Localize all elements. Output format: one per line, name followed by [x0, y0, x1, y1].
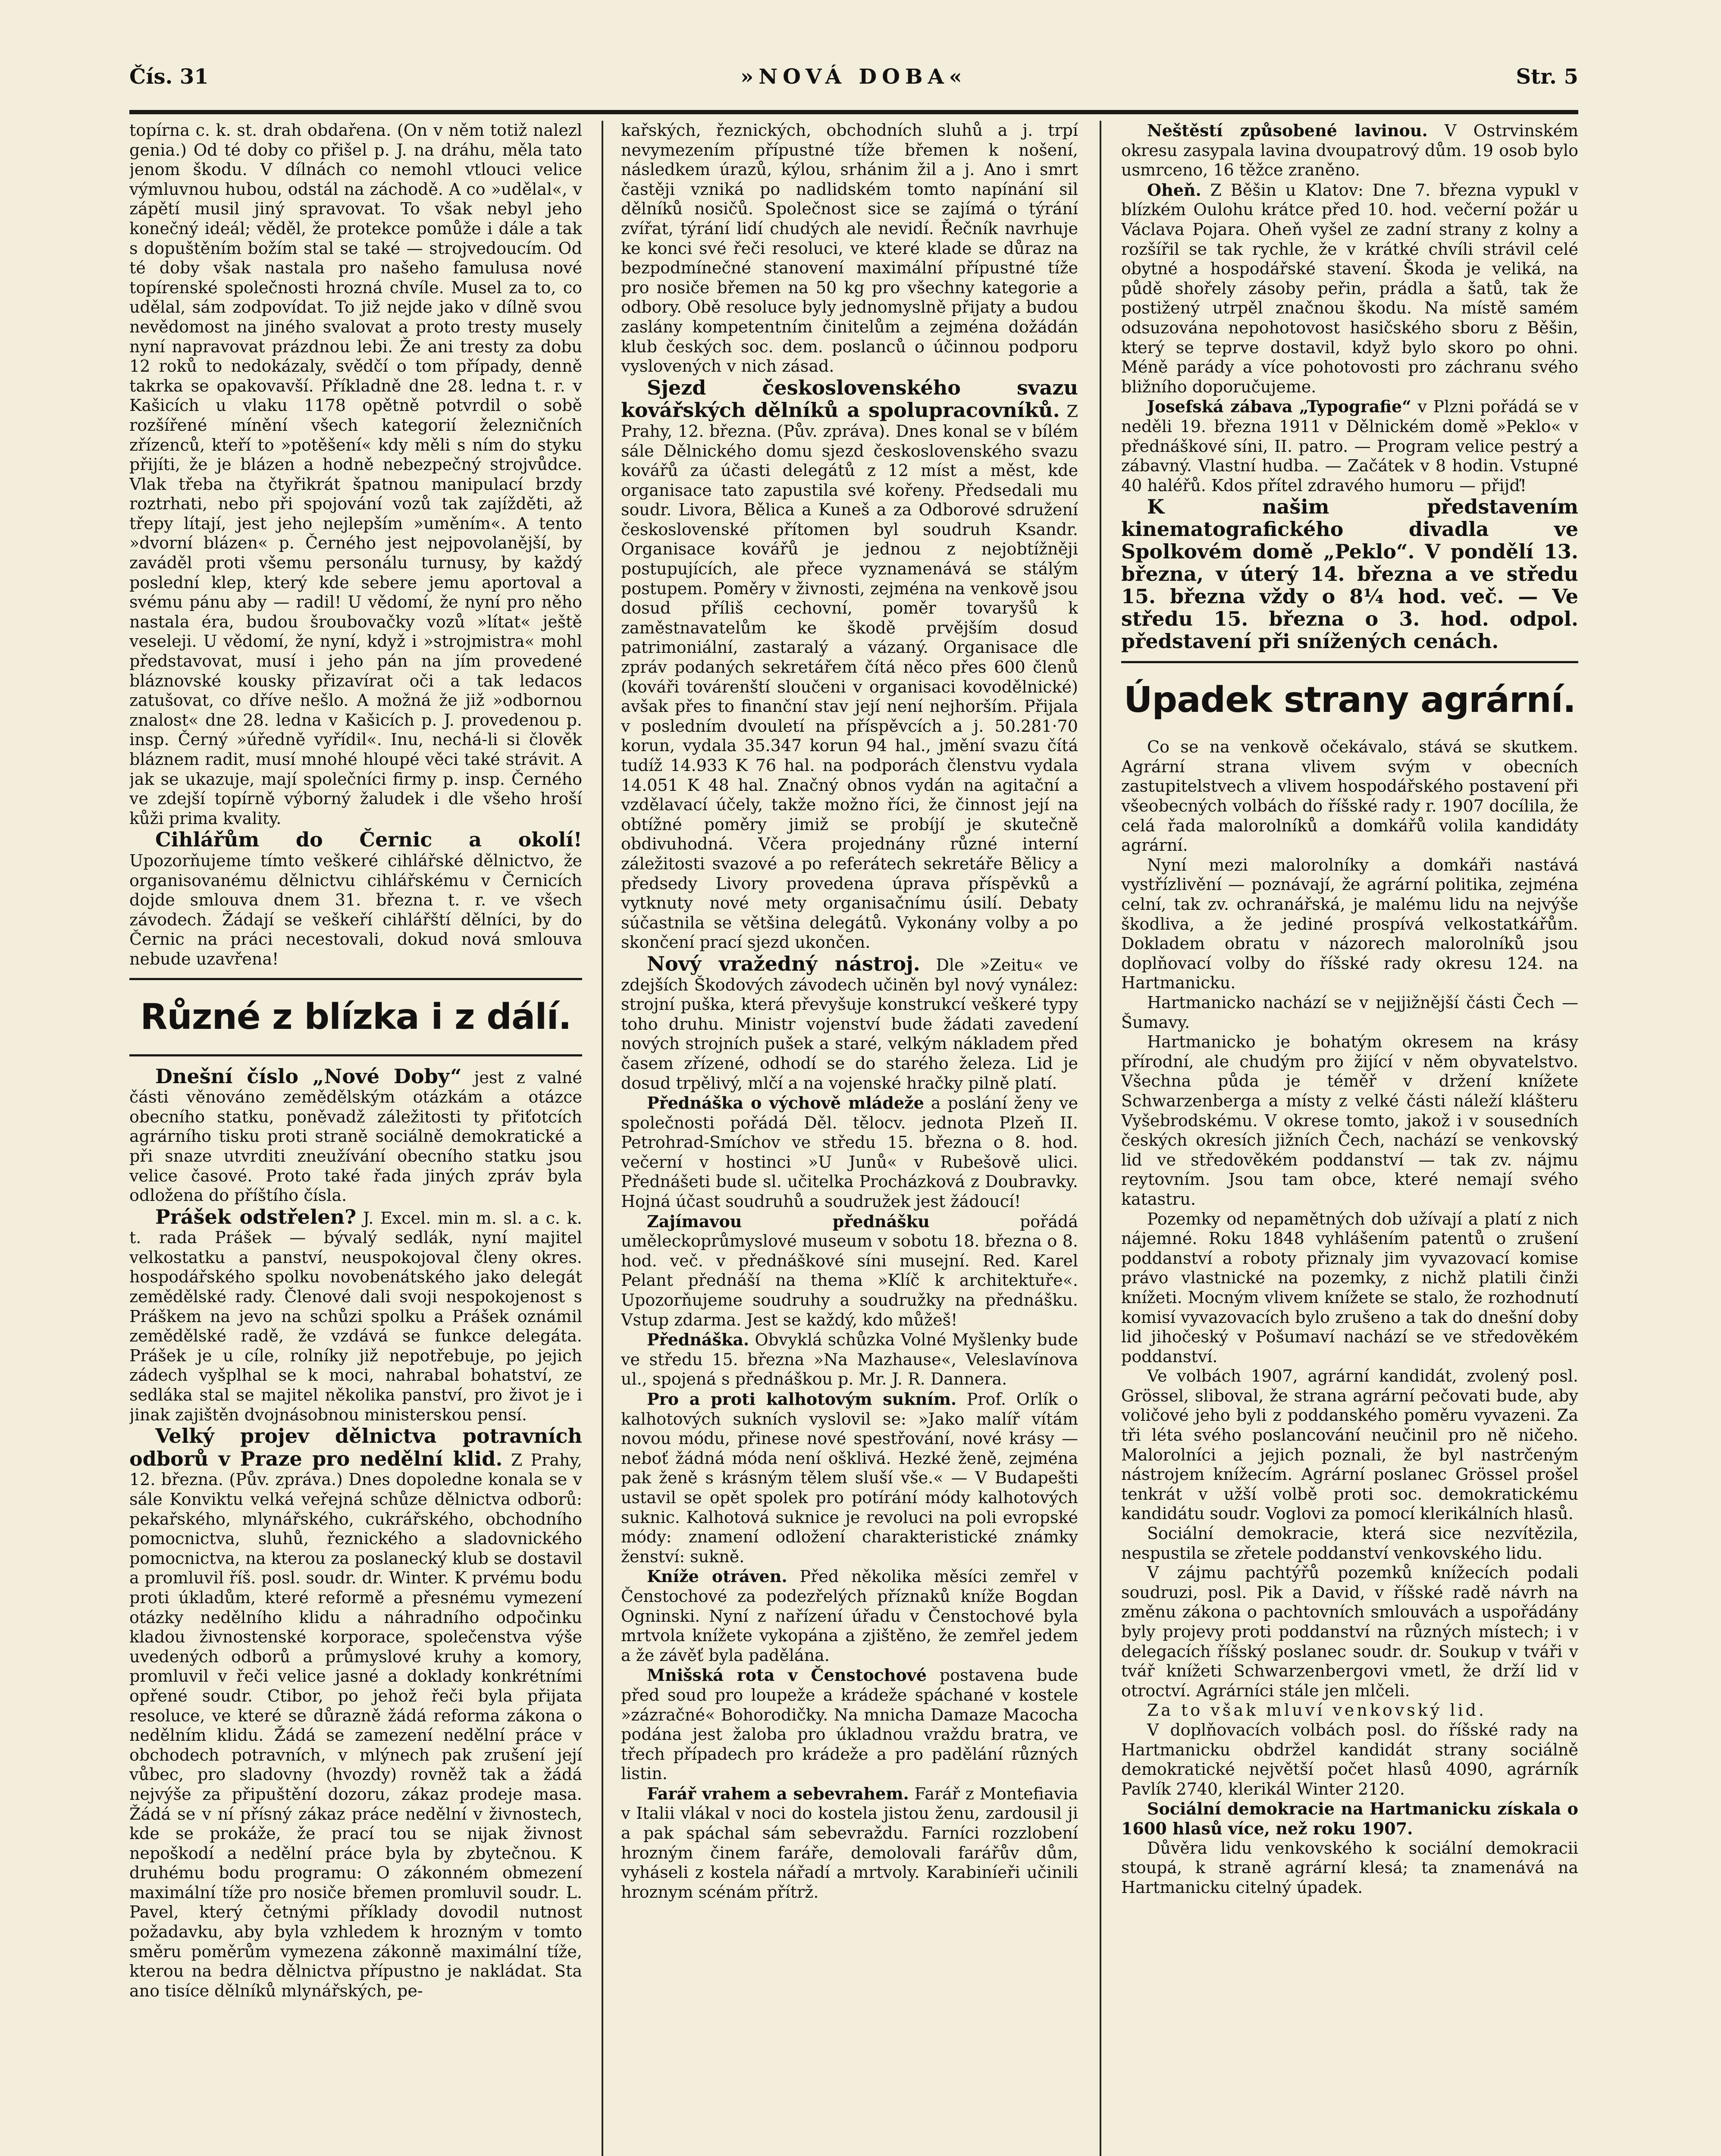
- newspaper-page: [129, 56, 1578, 2156]
- news-body: Prof. Orlík o kalhotových sukních vyslovil se: »Jako malíř vítám novou módu, přinese nové spestřování, nové krásy — neboť žádná móda není ošklivá. Hezké ženě, zejména pak ženě s krásným tělem sluší vše.« — V Budapešti ustavil se opět spolek pro potírání módy kalhotových suknic. Kalhotová suknice je revoluci na poli evropské módy: znamení odložení charakteristické známky ženství: sukně.: [621, 1390, 1078, 1566]
- news-lead: Velký projev dělnictva potravních odborů v Praze pro nedělní klid.: [129, 1424, 582, 1470]
- article-paragraph: Ve volbách 1907, agrární kandidát, zvolený posl. Grössel, sliboval, že strana agrární pečovati bude, aby voličové jeho byli z poddanského poměru vyvazeni. Za tři léta svého poslancování neučinil pro ně ničeho. Malorolníci a jejich poznali, že byl nastrčeným nástrojem knížecím. Agrární poslanec Grössel prošel tenkrát v užší volbě proti soc. demokratickému kandidátu soudr. Voglovi za pomocí klerikálních hlasů.: [1121, 1366, 1578, 1523]
- news-lead: Zajímavou přednášku: [647, 1211, 930, 1231]
- page-number: Str. 5: [1516, 65, 1578, 89]
- news-item: [621, 1389, 1078, 1567]
- news-lead: Mnišská rota v Čenstochové: [647, 1665, 927, 1685]
- news-item: [129, 1065, 582, 1206]
- news-item: [621, 1093, 1078, 1212]
- news-lead: Pro a proti kalhotovým sukním.: [647, 1389, 957, 1409]
- header-rule: [129, 110, 1578, 114]
- news-lead: Dnešní číslo „Nové Doby“: [155, 1064, 462, 1088]
- news-lead: Kníže otráven.: [647, 1567, 787, 1586]
- news-item: [1121, 180, 1578, 397]
- news-item: [1121, 121, 1578, 180]
- section-heading: Úpadek strany agrární.: [1123, 680, 1576, 721]
- article-paragraph: Hartmanicko nachází se v nejjižnější části Čech — Šumavy.: [1121, 993, 1578, 1032]
- notice-lead: Cihlářům do Černic a okolí!: [155, 828, 582, 852]
- news-item: [621, 953, 1078, 1093]
- article-paragraph: V zájmu pachtýřů pozemků knížecích podali soudruzi, posl. Pik a David, v říšské radě návrh na změnu zákona o pachtovních smlouvách a uspořádány byly projevy proti poddanství na různých místech; i v delegacích říšský poslanec soudr. dr. Soukup v tváři v tvář knížeti Schwarzenbergovi vmetl, že drží lid v otroctví. Agrárníci stále jen mlčeli.: [1121, 1563, 1578, 1700]
- news-body: Dle »Zeitu« ve zdejších Škodových závodech učiněn byl nový vynález: strojní puška, která převyšuje konstrukcí veškeré typy toho druhu. Ministr vojenství bude žádati zavedení nových strojních pušek a staré, velkým nákladem před časem zřízené, odhodí se do starého železa. Lid je dosud trpělivý, mlčí a na vojenské hračky pilně platí.: [621, 955, 1078, 1093]
- news-item: [1121, 397, 1578, 495]
- section-rule: [1121, 661, 1578, 663]
- news-item: [621, 1330, 1078, 1389]
- news-item: [621, 376, 1078, 953]
- news-body: Farář z Montefiavia v Italii vlákal v noci do kostela jistou ženu, zardousil ji a pak spáchal sám sebevraždu. Farníci rozzlobení hrozným činem faráře, demolovali farářův dům, vyháseli z kostela nářadí a mrtvoly. Karabiníeři učinili hroznym scénám přítrž.: [621, 1784, 1078, 1902]
- news-lead: Neštěstí způsobené lavinou.: [1147, 121, 1428, 140]
- news-lead: Josefská zábava „Typografie“: [1147, 397, 1411, 417]
- news-item: [621, 1567, 1078, 1665]
- news-body: jest z valné části věnováno zemědělským otázkám a otázce obecního statku, poněvadž záležitosti ty přiťotcích agrárního tisku proti straně sociálně demokratické a při snaze utvrditi zneužívání obecního statku jsou velice časové. Proto také řada jiných zpráv byla odložena do příštího čísla.: [129, 1068, 582, 1205]
- news-body: Z Běšin u Klatov: Dne 7. března vypukl v blízkém Oulohu krátce před 10. hod. večerní požár u Václava Pojara. Oheň vyšel ze zadní strany z kolny a rozšířil se tak rychle, že v krátké chvíli strávil celé obytné a hospodářské stavení. Škoda je veliká, na půdě shořely zásoby peřin, prádla a šatů, tak že postižený utrpěl značnou škodu. Na místě samém odsuzována nepohotovost hasičského sboru z Běšin, který se teprve dostavil, když bylo skoro po ohni. Méně parády a více pohotovosti pro záchranu svého bližního doporučujeme.: [1121, 180, 1578, 396]
- article-paragraph: Co se na venkově očekávalo, stává se skutkem. Agrární strana vlivem svým v obecních zastupitelstvech a vlivem hospodářského postavení při všeobecných volbách do říšské rady r. 1907 docílila, že celá řada malorolníků a domkářů volila kandidáty agrární.: [1121, 737, 1578, 855]
- news-item: [621, 1665, 1078, 1784]
- news-body: postavena bude před soud pro loupeže a krádeže spáchané v kostele »zázračné« Bohorodičky. Na mnicha Damaze Macocha podána jest žaloba pro úkladnou vraždu bratra, ve třech případech pro krádeže a pro padělání různých listin.: [621, 1666, 1078, 1783]
- page-header: [129, 56, 1578, 103]
- news-item: [129, 1206, 582, 1425]
- article-paragraph: Za to však mluví venkovský lid.: [1147, 1701, 1487, 1720]
- news-item: [621, 1784, 1078, 1902]
- column-2: [621, 121, 1078, 2156]
- news-body: J. Excel. min m. sl. a c. k. t. rada Prášek — bývalý sedlák, nyní majitel velkostatku a panství, neuspokojoval členy okres. hospodářského spolku novobenátského jako delegát zemědělské rady. Členové dali svoji nespokojenost s Práškem na jevo na schůzi spolku a Prášek oznámil zemědělské radě, že vzdává se funkce delegáta. Prášek je u cíle, rolníky již nepotřebuje, po jejich zádech vyšplhal se k moci, nahrabal bohatství, ze sedláka stal se majitel několika panství, pro život je i jinak zajištěn dvojnásobnou ministerskou pensí.: [129, 1208, 582, 1424]
- news-body: v Plzni pořádá se v neděli 19. března 1911 v Dělnickém domě »Peklo« v přednáškové síni, II. patro. — Program velice pestrý a zábavný. Vlastní hudba. — Začátek v 8 hodin. Vstupné 40 haléřů. Kdos přítel zdravého humoru — přijď!: [1121, 397, 1578, 495]
- news-lead: Přednáška o výchově mládeže: [647, 1093, 924, 1113]
- column-1: [129, 121, 582, 2156]
- news-body: Z Prahy, 12. března. (Pův. zpráva.) Dnes dopoledne konala se v sále Konviktu velká veřejná schůze dělnictva odborů: pekařského, mlynářského, cukrářského, obchodního pomocnictva, sluhů, řeznického a sladovnického pomocnictva, na kterou za poslanecký klub se dostavil a promluvil říš. posl. soudr. dr. Winter. K prvému bodu proti úkladům, které reformě a přesnému vymezení otázky nedělního klidu a náhradního odpočinku kladou živnostenské korporace, společenstva výše uvedených odborů a průmyslové kruhy a komory, promluvil v řeči velice jasné a doklady konkrétními opřené soudr. Ctibor, po jehož řeči byla přijata resoluce, ve které se důrazně žádá reforma zákona o nedělním klidu. Žádá se zamezení nedělní práce v obchodech potravních, v mlýnech pak zrušení její vůbec, pro sladovny (hvozdy) rovněž tak a žádá nejvýše za připuštění dozoru, zákaz prodeje masa. Žádá se v ní přísný zákaz práce nedělní v živnostech, kde se prokáže, že prací tou se nijak živnost nepoškodí a nedělní práce byla by zbytečnou. K druhému bodu programu: O zákonném obmezení maximální tíže pro nosiče břemen promluvil soudr. L. Pavel, který četnými příklady dovodil nutnost požadavku, aby byla vzhledem k hrozným v tomto směru poměrům vymezena zákonně maximální tíže, kterou na bedra dělnictva přípustno je nakládat. Sta ano tisíce dělníků mlynářských, pe-: [129, 1450, 582, 2000]
- news-lead: Oheň.: [1147, 180, 1201, 200]
- news-item: [621, 1212, 1078, 1330]
- issue-number: Čís. 31: [129, 65, 209, 89]
- article-text: kařských, řeznických, obchodních sluhů a j. trpí nevymezením přípustné tíže břemen k nošení, následkem úrazů, kýlou, srhánim žil a j. Ano i smrt častěji vzniká po nadlidském tomto napínání sil dělníků nosičů. Společnost sice se zajímá o týrání zvířat, týrání lidí chudých ale nevidí. Řečník navrhuje ke konci své řeči resoluci, ve které klade se důraz na bezpodmínečné stanovení maximální přípustné tíže pro nosiče břemen na 50 kg pro všechny kategorie a odbory. Obě resoluce byly jednomyslně přijaty a budou zaslány kompetentním činitelům a zejména dožádán klub českých soc. dem. poslanců o účinnou podporu vyslovených v nich zásad.: [621, 121, 1078, 376]
- news-body: Z Prahy, 12. března. (Pův. zpráva). Dnes konal se v bílém sále Dělnického domu sjezd československého svazu kovářů za účasti delegátů z 12 míst a měst, kde organisace tato zapustila své kořeny. Předsedali mu soudr. Livora, Bělica a Kuneš a za Odborové sdružení československé přítomen byl soudruh Ksandr. Organisace kovářů je jednou z nejobtížněji postupujících, ale přece vyznamenává se stálým postupem. Poměry v živnosti, zejména na venkově jsou dosud příliš cechovní, poměr tovaryšů k zaměstnavatelům ke škodě prvějším dosud patrimoniální, zastaralý a vázaný. Organisace dle zpráv podaných sekretářem čítá něco přes 600 členů (kováři továrenští sloučeni v organisaci kovodělnické) avšak přes to finanční stav její není nejhorším. Přijala v posledním dvouletí na příspěvcích a j. 50.281·70 korun, vydala 35.347 korun 94 hal., jmění svazu čítá tudíž 14.933 K 76 hal. na podporách členstvu vydala 14.051 K 48 hal. Značný obnos vydán na agitační a vzdělavací účely, takže možno říci, že činnost její na obtížné poměry jimiž se probíjí je skutečně obdivuhodná. Včera projednány různé interní záležitosti svazové a po referátech sekretáře Bělicy a předsedy Livory provedena úprava příspěvků a vytknuty nové mety organisačnímu úsilí. Debaty súčastnila se většina delegátů. Vykonány volby a po skončení prací sjezd ukončen.: [621, 402, 1078, 952]
- news-lead: Sjezd československého svazu kovářských dělníků a spolupracovníků.: [621, 376, 1078, 422]
- notice-body: Upozorňujeme tímto veškeré cihlářské dělnictvo, že organisovanému dělnictvu cihlářskému v Černicích dojde smlouva dnem 31. března t. r. ve všech závodech. Žádají se veškeří cihlářští dělníci, by do Černic na práci necestovali, dokud nová smlouva nebude uzavřena!: [129, 851, 582, 968]
- section-heading: Různé z blízka i z dálí.: [140, 996, 571, 1037]
- news-lead: Přednáška.: [647, 1330, 749, 1350]
- news-body: pořádá uměleckoprůmyslové museum v sobotu 18. března o 8. hod. več. v přednáškové síni musejní. Red. Karel Pelant přednáší na thema »Klíč k architektuře«. Upozorňujeme soudruhy a soudružky na přednášku. Vstup zdarma. Jest se každý, kdo můžeš!: [621, 1212, 1078, 1329]
- article-paragraph: Sociální demokracie, která sice nezvítězila, nespustila se zřetele poddanství venkovského lidu.: [1121, 1524, 1578, 1563]
- news-body: a poslání ženy ve společnosti pořádá Děl. tělocv. jednota Plzeň II. Petrohrad-Smíchov ve středu 15. března o 8. hod. večerní v hostinci »U Junů« v Rubešově ulici. Přednášeti bude sl. učitelka Procházková z Doubravky. Hojná účast soudruhů a soudružek jest žádoucí!: [621, 1094, 1078, 1211]
- news-body: V Ostrvinském okresu zasypala lavina dvoupatrový dům. 19 osob bylo usmrceno, 16 těžce zraněno.: [1121, 121, 1578, 180]
- article-paragraph: Pozemky od nepamětných dob užívají a platí z nich nájemné. Roku 1848 vyhlášením patentů o zrušení poddanství a roboty přiznaly jim vyvazovací komise právo vlastnické na pozemky, z nichž platili činži knížeti. Mocným vlivem knížete se stalo, že rozhodnutí komisí vyvazovacích bylo zrušeno a tak do dnešní doby lid jihočeský v Pošumaví nachází se ve středověkém poddanství.: [1121, 1209, 1578, 1366]
- section-rule: [129, 978, 582, 980]
- news-body: Obvyklá schůzka Volné Myšlenky bude ve středu 15. března »Na Mazhause«, Veleslavínova ul., spojená s přednáškou p. Mr. J. R. Dannera.: [621, 1330, 1078, 1389]
- news-lead: Nový vražedný nástroj.: [647, 952, 920, 975]
- article-paragraph: Hartmanicko je bohatým okresem na krásy přírodní, ale chudým pro žijící v něm obyvatelstvo. Všechna půda je téměř v držení knížete Schwarzenberga a místy z velké části náleží klášteru Vyšebrodskému. V okrese tomto, jakož i v sousedních českých okresích jižních Čech, nachází se venkovský lid ve středověkém poddanství — tak zv. nájmu reytovním. Jsou tam obce, které nemají svého katastru.: [1121, 1032, 1578, 1209]
- article-text: topírna c. k. st. drah obdařena. (On v něm totiž nalezl genia.) Od té doby co přišel p. J. na dráhu, měla tato jenom škodu. V dílnách co nemohl vtlouci velice výmluvnou hubou, odstál na záchodě. A co »udělal«, v zápětí musil jiný spravovat. To však nebyl jeho konečný ideál; věděl, že protekce pomůže i dále a tak s dopuštěním božím stal se také — strojvedoucím. Od té doby však nastala pro našeho famulusa nové topírenské společnosti hrozná chvíle. Musel za to, co udělal, sám zodpovídat. To již nejde jako v dílně svou nevědomost na jiného svalovat a proto tresty musely nyní napravovat prázdnou lebi. Že ani tresty za dobu 12 roků to nedokázaly, svědčí o tom případy, denně takrka se opakovavší. Příkladně dne 28. ledna t. r. v Kašicích u vlaku 1178 opětně potvrdil o sobě rozšířené mínění všech kategorií železničních zřízenců, kteří to »potěšení« kdy měli s ním do styku přijíti, že je blázen a hodně nebezpečný strojvůdce. Vlak třeba na čtyřikrát špatnou manipulací brzdy roztrhati, nebo při spojování vozů tak zajížděti, až třepy lítají, jest jeho nejlepším »uměním«. A tento »dvorní blázen« p. Černého jest nejpovolanější, by zaváděl proti všemu personálu turnusy, by každý poslední klep, který kde sebere jemu aportoval a svému pánu aby — radil! U vědomí, že nyní pro něho nastala éra, budou šroubovačky vozů »lítat« ještě veseleji. U vědomí, že nyní, když i »strojmistra« mohl představovat, musí i jeho pán na jím provedené bláznovské kousky přizavírat oči a tak ledacos zatušovat, co dříve nešlo. A možná že již »odbornou znalost« dne 28. ledna v Kašicích p. J. provedenou p. insp. Černý »úředně vyřídil«. Inu, nechá-li si člověk bláznem radit, musí mnohé hloupé věci také strávit. A jak se ukazuje, mají společníci firmy p. insp. Černého ve zdejší topírně výborný žaludek i dle všeho hroší kůži prima kvality.: [129, 121, 582, 828]
- article-paragraph: Nyní mezi malorolníky a domkáři nastává vystřízlivění — poznávají, že agrární politika, zejména celní, tak zv. ochranářská, je malému lidu na nejvýše škodliva, a že jediné prospívá velkostatkářům. Dokladem obratu v názorech malorolníků jsou doplňovací volby do říšské rady okresu 124. na Hartmanicku.: [1121, 855, 1578, 993]
- section-rule: [129, 1054, 582, 1056]
- masthead-title: »NOVÁ DOBA«: [740, 65, 967, 89]
- news-lead: Prášek odstřelen?: [155, 1205, 357, 1228]
- news-item: [129, 1425, 582, 2001]
- cinema-notice: K našim představením kinematografického divadla ve Spolkovém domě „Peklo“. V pondělí 13. března, v úterý 14. března a ve středu 15. března vždy o 8¼ hod. več. — Ve středu 15. března o 3. hod. odpol. představení při snížených cenách.: [1121, 495, 1578, 653]
- article-paragraph: V doplňovacích volbách posl. do říšské rady na Hartmanicku obdržel kandidát strany sociálně demokratické největší počet hlasů 4090, agrárník Pavlík 2740, klerikál Winter 2120.: [1121, 1720, 1578, 1799]
- column-divider: [1100, 121, 1101, 2156]
- column-divider: [602, 121, 603, 2156]
- news-body: Před několika měsíci zemřel v Čenstochové za podezřelých příznaků kníže Bogdan Ogninski. Nyní z nařízení úřadu v Čenstochové byla mrtvola knížete vykopána a zjištěno, že zemřel jedem a že závěť byla padělána.: [621, 1567, 1078, 1665]
- news-lead: Farář vrahem a sebevrahem.: [647, 1783, 909, 1803]
- notice-cihlari: [129, 828, 582, 969]
- article-paragraph: Důvěra lidu venkovského k sociální demokracii stoupá, k straně agrární klesá; ta znamenává na Hartmanicku citelný úpadek.: [1121, 1838, 1578, 1897]
- article-paragraph: Sociální demokracie na Hartmanicku získala o 1600 hlasů více, než roku 1907.: [1121, 1799, 1578, 1838]
- column-3: [1121, 121, 1578, 2156]
